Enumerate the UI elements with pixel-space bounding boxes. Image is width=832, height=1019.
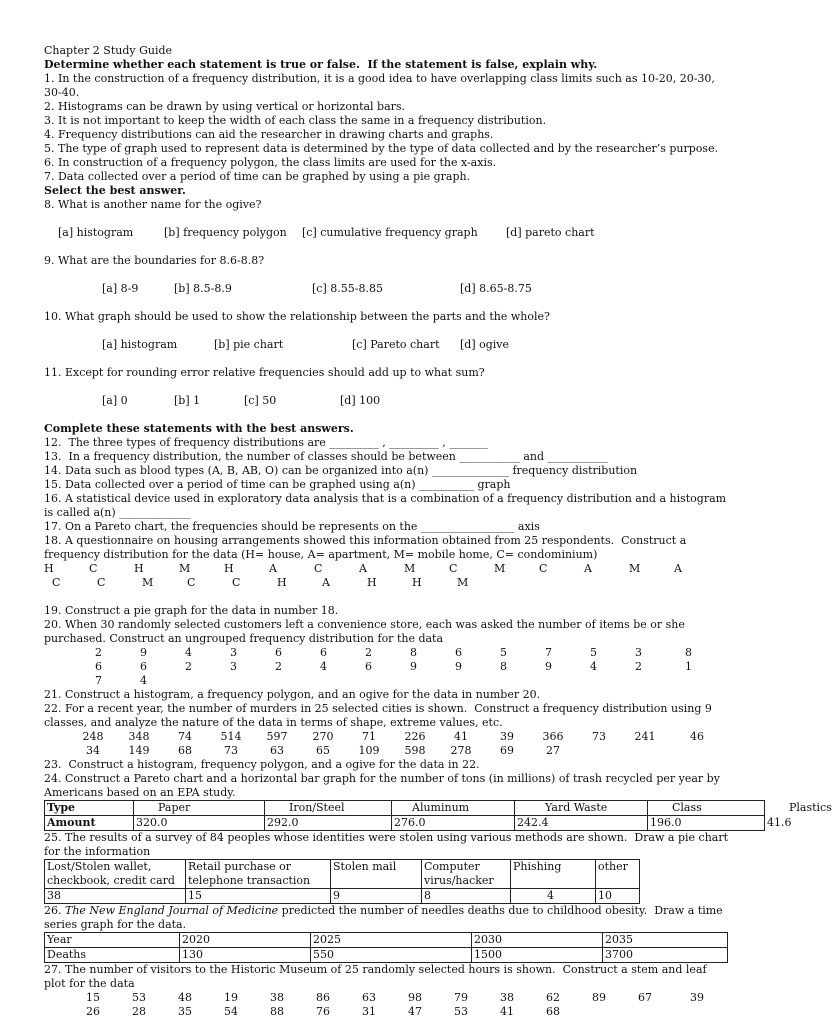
data-cell — [166, 674, 716, 688]
tf-item-1: 1. In the construction of a frequency distribution, it is a good idea to have overlapping class limits such as 10-20, 20-30, 30-40. — [44, 72, 719, 99]
data-cell: 71 — [362, 730, 376, 743]
data-cell: 31 — [362, 1005, 376, 1018]
table-cell: 4 — [511, 889, 596, 904]
table-cell: Iron/Steel — [265, 801, 392, 816]
table-row — [45, 889, 640, 904]
table-cell: Stolen mail — [331, 860, 422, 889]
data-cell: 598 — [404, 744, 426, 757]
data-cell: 26 — [86, 1005, 100, 1018]
data-cell: 63 — [362, 991, 376, 1004]
data-cell: 53 — [454, 1005, 468, 1018]
data-cell: 9 — [140, 646, 147, 659]
data-cell: 4 — [590, 660, 597, 673]
data-cell: 19 — [224, 991, 238, 1004]
table-cell: Deaths — [45, 948, 180, 963]
question-18: 18. A questionnaire on housing arrangements showed this information obtained from 25 respondents. Construct a frequency distribution for the data (H= house, A= apartment, M= mobile home, C= condominium) — [44, 534, 690, 561]
data-cell: 8 — [500, 660, 507, 673]
data-cell: 73 — [592, 730, 606, 743]
data-cell: 597 — [266, 730, 288, 743]
question-8-options — [44, 212, 728, 254]
data-cell: 6 — [140, 660, 147, 673]
question-8: 8. What is another name for the ogive? — [44, 198, 262, 211]
q22-data-table — [70, 730, 726, 758]
page-title: Chapter 2 Study Guide — [44, 44, 173, 57]
tf-item-2: 2. Histograms can be drawn by using vertical or horizontal bars. — [44, 100, 406, 113]
question-16: 16. A statistical device used in exploratory data analysis that is a combination of a frequency distribution and a histogram is called a(n) _____________ — [44, 492, 730, 519]
data-cell: C — [232, 576, 241, 589]
q20-data-table — [76, 646, 716, 688]
data-cell — [494, 576, 539, 590]
data-cell: M — [494, 562, 506, 575]
data-cell: 8 — [685, 646, 692, 659]
data-cell: 6 — [455, 646, 462, 659]
option-b: [b] 1 — [174, 394, 201, 407]
data-cell — [629, 576, 674, 590]
data-cell: 27 — [546, 744, 560, 757]
data-cell: 79 — [454, 991, 468, 1004]
data-cell: 6 — [320, 646, 327, 659]
data-cell: 38 — [270, 991, 284, 1004]
q27-data-row — [70, 1005, 726, 1019]
data-cell: H — [277, 576, 287, 589]
data-cell: 3 — [230, 646, 237, 659]
table-cell: 3700 — [603, 948, 728, 963]
table-row: Amount 320.0 292.0 276.0 242.4 196.0 41.6 — [45, 816, 765, 831]
data-cell: 2 — [185, 660, 192, 673]
data-cell: C — [89, 562, 98, 575]
data-cell: 39 — [690, 991, 704, 1004]
data-cell: 54 — [224, 1005, 238, 1018]
data-cell: 68 — [546, 1005, 560, 1018]
data-cell: 109 — [358, 744, 380, 757]
question-15: 15. Data collected over a period of time can be graphed using a(n) __________ graph — [44, 478, 511, 491]
data-cell: A — [674, 562, 682, 575]
table-cell: Lost/Stolen wallet, checkbook, credit card — [45, 860, 186, 889]
table-cell: 196.0 — [648, 816, 765, 831]
tf-item-5: 5. The type of graph used to represent data is determined by the type of data collected and by the researcher’s purpose. — [44, 142, 719, 155]
data-cell: 88 — [270, 1005, 284, 1018]
data-cell — [584, 576, 629, 590]
data-cell: 89 — [592, 991, 606, 1004]
question-14: 14. Data such as blood types (A, B, AB, O) can be organized into a(n) ______________ frequency distribution — [44, 464, 638, 477]
data-cell: A — [322, 576, 330, 589]
section-complete: Complete these statements with the best answers. — [44, 422, 354, 435]
question-26 — [44, 904, 728, 932]
question-21: 21. Construct a histogram, a frequency polygon, and an ogive for the data in number 20. — [44, 688, 541, 701]
question-9-options — [44, 268, 728, 310]
data-cell: 98 — [408, 991, 422, 1004]
table-cell: 9 — [331, 889, 422, 904]
data-cell: 48 — [178, 991, 192, 1004]
identity-theft-table — [44, 859, 640, 904]
data-cell: 2 — [275, 660, 282, 673]
data-cell: M — [629, 562, 641, 575]
table-cell: Type — [45, 801, 134, 816]
question-11-options — [44, 380, 728, 422]
data-cell: A — [269, 562, 277, 575]
data-cell: 9 — [455, 660, 462, 673]
table-cell: 38 — [45, 889, 186, 904]
data-cell: 3 — [635, 646, 642, 659]
option-a: [a] histogram — [58, 226, 134, 239]
data-cell: C — [187, 576, 196, 589]
data-cell — [576, 1005, 726, 1019]
table-cell: 15 — [186, 889, 331, 904]
table-cell: 2025 — [311, 933, 472, 948]
question-10: 10. What graph should be used to show the relationship between the parts and the whole? — [44, 310, 550, 323]
question-12: 12. The three types of frequency distributions are _________ , _________ , _______ — [44, 436, 488, 449]
data-cell — [674, 576, 728, 590]
data-cell: H — [134, 562, 144, 575]
data-cell: 9 — [410, 660, 417, 673]
data-cell: C — [97, 576, 106, 589]
data-cell: 35 — [178, 1005, 192, 1018]
data-cell: 226 — [404, 730, 426, 743]
data-cell: M — [404, 562, 416, 575]
option-a: [a] histogram — [102, 338, 178, 351]
q18-data-row — [44, 576, 728, 590]
data-cell: 6 — [365, 660, 372, 673]
question-9: 9. What are the boundaries for 8.6-8.8? — [44, 254, 265, 267]
table-cell: 8 — [422, 889, 511, 904]
data-cell: 7 — [95, 674, 102, 687]
section-multiple-choice: Select the best answer. — [44, 184, 186, 197]
data-cell: 2 — [365, 646, 372, 659]
option-a: [a] 0 — [102, 394, 128, 407]
data-cell: 74 — [178, 730, 192, 743]
data-cell: H — [367, 576, 377, 589]
q18-data-row — [44, 562, 728, 576]
data-cell: 46 — [690, 730, 704, 743]
table-row — [45, 948, 728, 963]
data-cell: M — [457, 576, 469, 589]
data-cell: 149 — [128, 744, 150, 757]
data-cell: 241 — [634, 730, 656, 743]
data-cell: M — [179, 562, 191, 575]
spacer — [44, 590, 728, 604]
table-cell: 550 — [311, 948, 472, 963]
data-cell: 28 — [132, 1005, 146, 1018]
data-cell: 6 — [95, 660, 102, 673]
table-cell: Amount — [45, 816, 134, 831]
data-cell: 8 — [410, 646, 417, 659]
data-cell: 63 — [270, 744, 284, 757]
question-24: 24. Construct a Pareto chart and a horizontal bar graph for the number of tons (in millions) of trash recycled per year by Americans based on an EPA study. — [44, 772, 724, 799]
q20-data-row — [76, 674, 716, 688]
data-cell: 39 — [500, 730, 514, 743]
section-true-false: Determine whether each statement is true or false. If the statement is false, explain why. — [44, 58, 598, 71]
data-cell: 2 — [95, 646, 102, 659]
data-cell: M — [142, 576, 154, 589]
q18-data-table — [44, 562, 728, 590]
table-row — [45, 933, 728, 948]
question-13: 13. In a frequency distribution, the number of classes should be between ___________ and ___________ — [44, 450, 609, 463]
data-cell: H — [44, 562, 54, 575]
data-cell: 3 — [230, 660, 237, 673]
table-cell: other — [596, 860, 640, 889]
data-cell — [576, 744, 726, 758]
tf-item-4: 4. Frequency distributions can aid the researcher in drawing charts and graphs. — [44, 128, 494, 141]
table-row — [45, 860, 640, 889]
data-cell — [539, 576, 584, 590]
data-cell: 4 — [140, 674, 147, 687]
data-cell: 4 — [320, 660, 327, 673]
data-cell: 15 — [86, 991, 100, 1004]
table-cell: Computer virus/hacker — [422, 860, 511, 889]
tf-item-6: 6. In construction of a frequency polygon, the class limits are used for the x-axis. — [44, 156, 497, 169]
q26-suffix: predicted the number of needles deaths due to childhood obesity. Draw a time series graph for the data. — [44, 904, 727, 931]
table-cell: Year — [45, 933, 180, 948]
question-17: 17. On a Pareto chart, the frequencies should be represents on the _________________ axis — [44, 520, 540, 533]
data-cell: 7 — [545, 646, 552, 659]
q26-prefix: 26. — [44, 904, 65, 917]
data-cell: 5 — [500, 646, 507, 659]
table-cell: 1500 — [472, 948, 603, 963]
table-cell: Aluminum — [392, 801, 515, 816]
table-cell: 130 — [180, 948, 311, 963]
option-b: [b] frequency polygon — [164, 226, 287, 239]
tf-item-3: 3. It is not important to keep the width of each class the same in a frequency distribution. — [44, 114, 547, 127]
question-10-options — [44, 324, 728, 366]
data-cell: 514 — [220, 730, 242, 743]
data-cell: 62 — [546, 991, 560, 1004]
data-cell: 76 — [316, 1005, 330, 1018]
data-cell: A — [359, 562, 367, 575]
data-cell: 366 — [542, 730, 564, 743]
data-cell: 4 — [185, 646, 192, 659]
data-cell: 9 — [545, 660, 552, 673]
option-d: [d] 100 — [340, 394, 381, 407]
option-a: [a] 8-9 — [102, 282, 139, 295]
data-cell: H — [412, 576, 422, 589]
q27-data-table — [70, 991, 726, 1019]
q22-data-row — [70, 744, 726, 758]
table-cell: 2020 — [180, 933, 311, 948]
table-cell: 242.4 — [515, 816, 648, 831]
q27-data-row — [70, 991, 726, 1005]
data-cell: 69 — [500, 744, 514, 757]
table-cell: Paper — [134, 801, 265, 816]
recycling-table — [44, 800, 832, 831]
data-cell: 53 — [132, 991, 146, 1004]
option-c: [c] 8.55-8.85 — [312, 282, 383, 295]
data-cell: A — [584, 562, 592, 575]
obesity-deaths-table — [44, 932, 728, 963]
data-cell: 41 — [500, 1005, 514, 1018]
data-cell: 6 — [275, 646, 282, 659]
question-23: 23. Construct a histogram, frequency polygon, and a ogive for the data in 22. — [44, 758, 480, 771]
data-cell: 67 — [638, 991, 652, 1004]
q20-data-row — [76, 646, 716, 660]
data-cell: 41 — [454, 730, 468, 743]
data-cell: C — [449, 562, 458, 575]
option-b: [b] pie chart — [214, 338, 284, 351]
option-c: [c] cumulative frequency graph — [302, 226, 478, 239]
table-cell: 2035 — [603, 933, 728, 948]
data-cell: 65 — [316, 744, 330, 757]
option-d: [d] ogive — [460, 338, 510, 351]
question-11: 11. Except for rounding error relative frequencies should add up to what sum? — [44, 366, 485, 379]
table-cell: 292.0 — [265, 816, 392, 831]
table-cell: Retail purchase or telephone transaction — [186, 860, 331, 889]
data-cell: 38 — [500, 991, 514, 1004]
data-cell: 34 — [86, 744, 100, 757]
data-cell: 1 — [685, 660, 692, 673]
table-cell: 320.0 — [134, 816, 265, 831]
q22-data-row — [70, 730, 726, 744]
data-cell: 248 — [82, 730, 104, 743]
data-cell: 86 — [316, 991, 330, 1004]
data-cell: 47 — [408, 1005, 422, 1018]
data-cell: 73 — [224, 744, 238, 757]
table-row: Type Paper Iron/Steel Aluminum Yard Waste Class Plastics — [45, 801, 765, 816]
data-cell: 5 — [590, 646, 597, 659]
option-c: [c] 50 — [244, 394, 277, 407]
table-cell: 2030 — [472, 933, 603, 948]
data-cell: H — [224, 562, 234, 575]
data-cell: C — [52, 576, 61, 589]
tf-item-7: 7. Data collected over a period of time can be graphed by using a pie graph. — [44, 170, 471, 183]
data-cell: C — [314, 562, 323, 575]
option-d: [d] 8.65-8.75 — [460, 282, 532, 295]
table-cell: Class — [648, 801, 765, 816]
option-d: [d] pareto chart — [506, 226, 595, 239]
data-cell: 2 — [635, 660, 642, 673]
table-cell: 10 — [596, 889, 640, 904]
journal-title: The New England Journal of Medicine — [65, 904, 279, 917]
data-cell: 348 — [128, 730, 150, 743]
data-cell: 68 — [178, 744, 192, 757]
question-20: 20. When 30 randomly selected customers left a convenience store, each was asked the number of items be or she purchased. Construct an ungrouped frequency distribution for the data — [44, 618, 689, 645]
table-cell: Yard Waste — [515, 801, 648, 816]
question-27: 27. The number of visitors to the Historic Museum of 25 randomly selected hours is shown. Construct a stem and leaf plot for the data — [44, 963, 711, 990]
q20-data-row — [76, 660, 716, 674]
option-c: [c] Pareto chart — [352, 338, 440, 351]
table-cell: Phishing — [511, 860, 596, 889]
question-25: 25. The results of a survey of 84 peoples whose identities were stolen using various methods are shown. Draw a pie chart for the information — [44, 831, 732, 858]
table-cell: 276.0 — [392, 816, 515, 831]
option-b: [b] 8.5-8.9 — [174, 282, 232, 295]
data-cell: C — [539, 562, 548, 575]
question-22: 22. For a recent year, the number of murders in 25 selected cities is shown. Construct a frequency distribution using 9 classes, and analyze the nature of the data in terms of shape, extreme values, etc. — [44, 702, 716, 729]
data-cell: 278 — [450, 744, 472, 757]
question-19: 19. Construct a pie graph for the data in number 18. — [44, 604, 339, 617]
data-cell: 270 — [312, 730, 334, 743]
